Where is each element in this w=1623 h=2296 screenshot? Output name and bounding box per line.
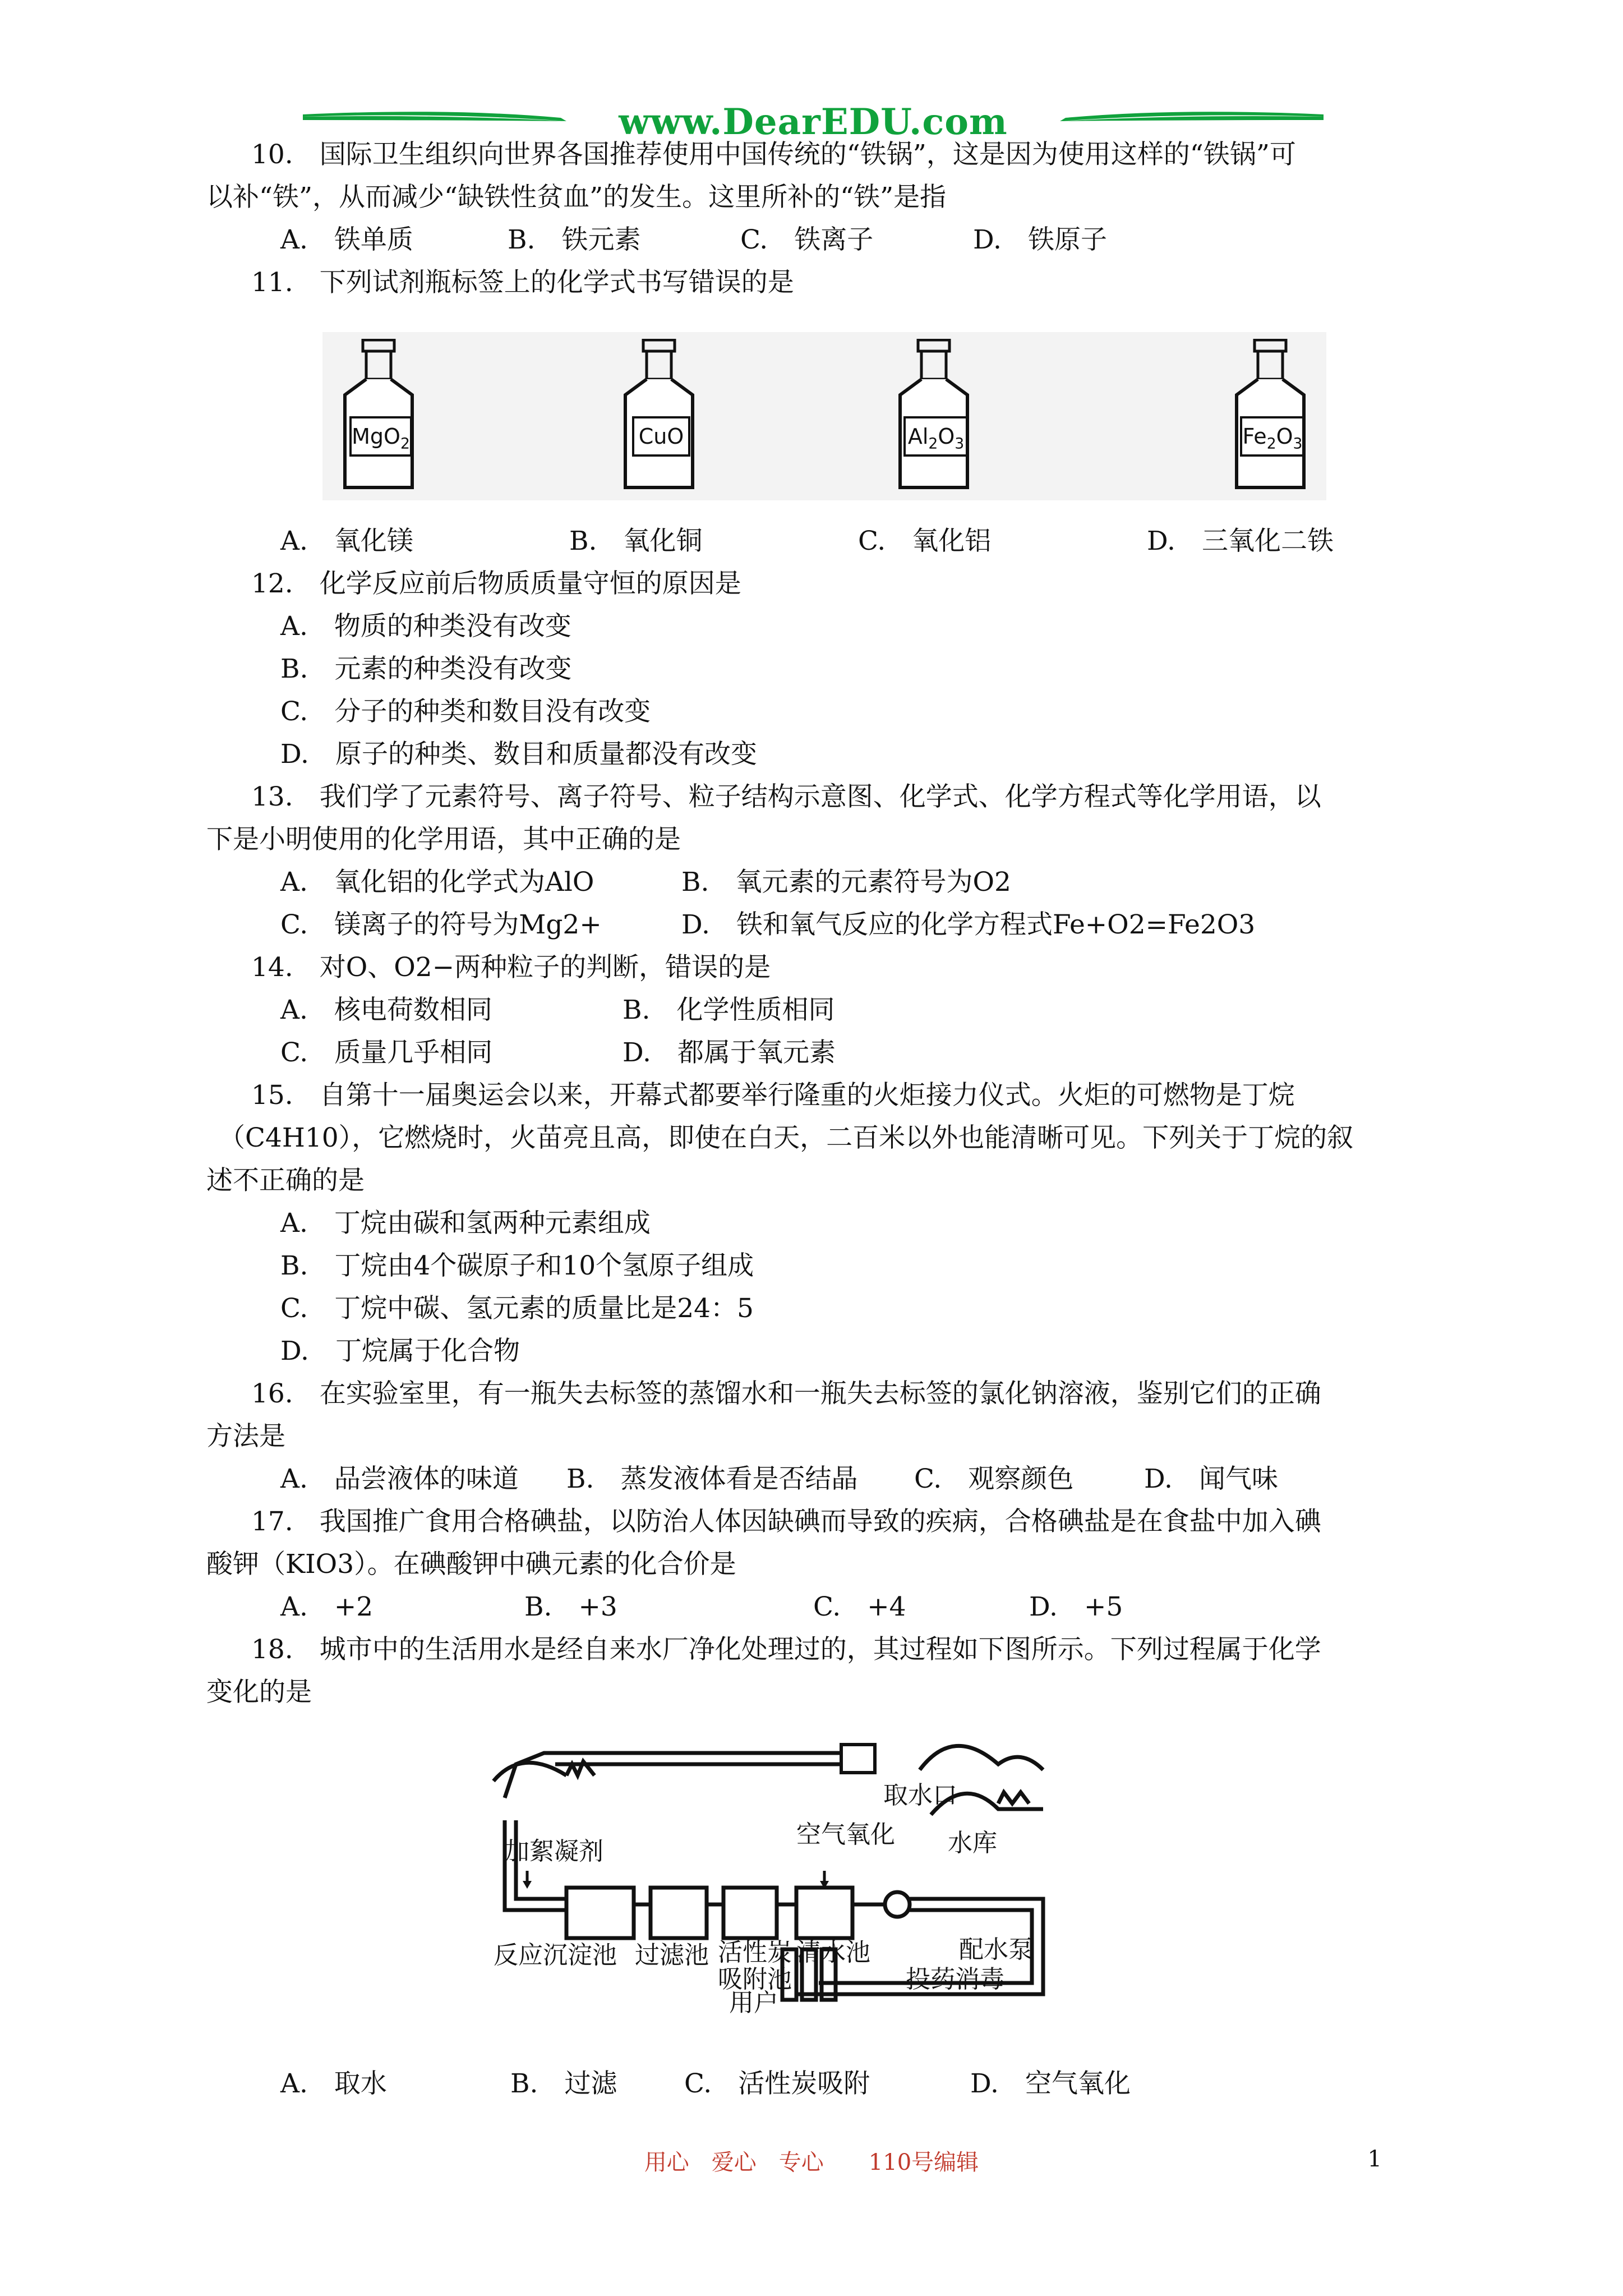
q10-option-d: D. 铁原子 (973, 224, 1107, 255)
label-carbon-1: 活性炭 (718, 1938, 792, 1967)
label-sedimentation: 反应沉淀池 (494, 1941, 617, 1970)
label-carbon-2: 吸附池 (718, 1965, 792, 1994)
q10-stem-line-1: 10. 国际卫生组织向世界各国推荐使用中国传统的“铁锅”，这是因为使用这样的“铁锅”可 (251, 139, 1296, 170)
q15-stem-line-2: （C4H10），它燃烧时，火苗亮且高，即使在白天，二百米以外也能清晰可见。下列关于丁烷的叙 (219, 1122, 1354, 1153)
q16-option-b: B. 蒸发液体看是否结晶 (566, 1464, 858, 1494)
page-number: 1 (1367, 2146, 1382, 2172)
q16-option-d: D. 闻气味 (1144, 1464, 1278, 1494)
q14-option-c: C. 质量几乎相同 (280, 1037, 493, 1068)
q17-option-d: D. +5 (1029, 1591, 1123, 1622)
q12-option-c: C. 分子的种类和数目没有改变 (280, 696, 651, 727)
q16-stem-line-1: 16. 在实验室里，有一瓶失去标签的蒸馏水和一瓶失去标签的氯化钠溶液，鉴别它们的正确 (251, 1378, 1321, 1409)
bottle-label-1: MgO$_2$ (349, 416, 412, 457)
q14-option-d: D. 都属于氧元素 (623, 1037, 836, 1068)
q12-option-a: A. 物质的种类没有改变 (280, 611, 571, 642)
q10-stem-line-2: 以补“铁”，从而减少“缺铁性贫血”的发生。这里所补的“铁”是指 (206, 182, 947, 213)
q18-option-d: D. 空气氧化 (970, 2068, 1131, 2099)
q16-option-a: A. 品尝液体的味道 (280, 1464, 519, 1494)
q16-option-c: C. 观察颜色 (914, 1464, 1074, 1494)
q17-option-a: A. +2 (280, 1591, 374, 1622)
q18-stem-line-1: 18. 城市中的生活用水是经自来水厂净化处理过的，其过程如下图所示。下列过程属于化学 (251, 1634, 1321, 1665)
q16-stem-line-2: 方法是 (206, 1421, 285, 1452)
q13-option-d: D. 铁和氧气反应的化学方程式Fe+O2=Fe2O3 (681, 909, 1256, 940)
q11-option-d: D. 三氧化二铁 (1147, 526, 1334, 556)
site-url: www.DearEDU.com (619, 101, 1008, 143)
q18-option-b: B. 过滤 (510, 2068, 617, 2099)
q17-option-c: C. +4 (813, 1591, 906, 1622)
q15-stem-line-1: 15. 自第十一届奥运会以来，开幕式都要举行隆重的火炬接力仪式。火炬的可燃物是丁烷 (251, 1080, 1295, 1111)
q18-stem-line-2: 变化的是 (206, 1677, 312, 1708)
water-treatment-diagram (482, 1731, 1133, 2022)
reagent-bottles-figure (322, 332, 1326, 500)
q13-option-c: C. 镁离子的符号为Mg2+ (280, 909, 602, 940)
q12-option-d: D. 原子的种类、数目和质量都没有改变 (280, 739, 757, 770)
label-pump: 配水泵 (959, 1935, 1033, 1964)
bottle-icon (614, 339, 704, 490)
q14-option-a: A. 核电荷数相同 (280, 995, 492, 1025)
bottle-icon (1225, 339, 1315, 490)
bottle-label-4: $Fe_2O_3$ (1240, 416, 1305, 457)
label-filter: 过滤池 (635, 1941, 709, 1970)
q15-option-c: C. 丁烷中碳、氢元素的质量比是24：5 (280, 1293, 754, 1324)
label-user: 用户 (729, 1989, 778, 2017)
q10-option-c: C. 铁离子 (740, 224, 874, 255)
q18-option-c: C. 活性炭吸附 (684, 2068, 870, 2099)
bottle-icon (334, 339, 423, 490)
q12-option-b: B. 元素的种类没有改变 (280, 654, 572, 684)
page-footer: 用心 爱心 专心 110号编辑 (644, 2150, 979, 2175)
q10-option-a: A. 铁单质 (280, 224, 413, 255)
q11-option-b: B. 氧化铜 (569, 526, 703, 556)
q11-stem: 11. 下列试剂瓶标签上的化学式书写错误的是 (251, 267, 794, 298)
q14-option-b: B. 化学性质相同 (623, 995, 835, 1025)
q13-option-b: B. 氧元素的元素符号为O2 (681, 867, 1011, 898)
q17-stem-line-2: 酸钾（KIO3）。在碘酸钾中碘元素的化合价是 (206, 1549, 736, 1580)
q15-stem-line-3: 述不正确的是 (206, 1165, 365, 1196)
label-clear-water: 清水池 (796, 1938, 870, 1967)
q13-stem-line-1: 13. 我们学了元素符号、离子符号、粒子结构示意图、化学式、化学方程式等化学用语，以 (251, 781, 1321, 812)
q13-stem-line-2: 下是小明使用的化学用语，其中正确的是 (206, 824, 681, 855)
q15-option-a: A. 丁烷由碳和氢两种元素组成 (280, 1208, 651, 1239)
q12-stem: 12. 化学反应前后物质质量守恒的原因是 (251, 568, 741, 599)
bottle-icon (889, 339, 979, 490)
label-reservoir: 水库 (948, 1829, 997, 1857)
label-disinfect: 投药消毒 (906, 1965, 1004, 1994)
q18-option-a: A. 取水 (280, 2068, 387, 2099)
label-intake: 取水口 (883, 1781, 957, 1810)
bottle-label-2: CuO (632, 416, 690, 457)
q13-option-a: A. 氧化铝的化学式为AlO (280, 867, 594, 898)
q11-option-c: C. 氧化铝 (858, 526, 992, 556)
q10-option-b: B. 铁元素 (508, 224, 641, 255)
q17-option-b: B. +3 (524, 1591, 617, 1622)
q15-option-d: D. 丁烷属于化合物 (280, 1336, 520, 1366)
label-coagulant: 加絮凝剂 (505, 1837, 603, 1866)
q14-stem: 14. 对O、O2−两种粒子的判断，错误的是 (251, 952, 771, 983)
bottle-label-3: $Al_2O_3$ (903, 416, 969, 457)
q11-option-a: A. 氧化镁 (280, 526, 413, 556)
label-air-oxidation: 空气氧化 (796, 1820, 895, 1849)
q15-option-b: B. 丁烷由4个碳原子和10个氢原子组成 (280, 1250, 754, 1281)
q17-stem-line-1: 17. 我国推广食用合格碘盐，以防治人体因缺碘而导致的疾病，合格碘盐是在食盐中加入碘 (251, 1506, 1321, 1537)
